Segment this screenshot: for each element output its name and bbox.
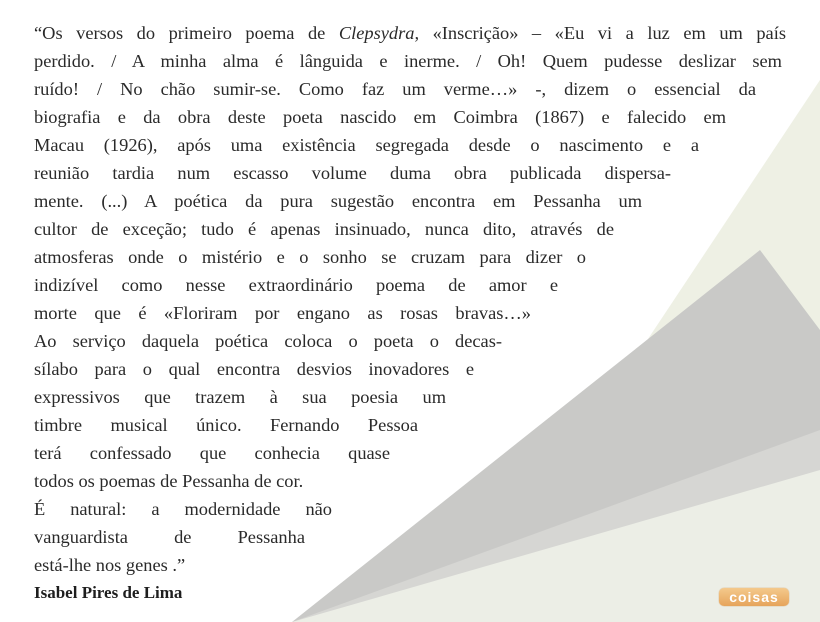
quote-line: está-lhe nos genes .”	[34, 555, 186, 575]
quote-line: expressivos que trazem à sua poesia um	[34, 387, 446, 407]
quote-line: “Os versos do primeiro poema de Clepsydra, «Inscrição» – «Eu vi a luz em um país	[34, 23, 786, 43]
quote-line: timbre musical único. Fernando Pessoa	[34, 415, 418, 435]
coisas-logo: coisas	[719, 588, 789, 606]
quote-line: biografia e da obra deste poeta nascido em Coimbra (1867) e falecido em	[34, 107, 726, 127]
quote-line: atmosferas onde o mistério e o sonho se cruzam para dizer o	[34, 247, 586, 267]
quote-line: vanguardista de Pessanha	[34, 527, 305, 547]
quote-line: Macau (1926), após uma existência segregada desde o nascimento e a	[34, 135, 699, 155]
quote-line: mente. (...) A poética da pura sugestão encontra em Pessanha um	[34, 191, 642, 211]
quote-line: terá confessado que conhecia quase	[34, 443, 390, 463]
quote-line: É natural: a modernidade não	[34, 499, 332, 519]
quote-line: morte que é «Floriram por engano as rosas bravas…»	[34, 303, 531, 323]
quote-line: todos os poemas de Pessanha de cor.	[34, 471, 304, 491]
quote-line: perdido. / A minha alma é lânguida e inerme. / Oh! Quem pudesse deslizar sem	[34, 51, 782, 71]
quote-line: Ao serviço daquela poética coloca o poeta o decas-	[34, 331, 502, 351]
quote-line: ruído! / No chão sumir-se. Como faz um verme…» -, dizem o essencial da	[34, 79, 756, 99]
book-title: Clepsydra,	[338, 23, 420, 43]
quote-line: cultor de exceção; tudo é apenas insinuado, nunca dito, através de	[34, 219, 614, 239]
quote-line: reunião tardia num escasso volume duma obra publicada dispersa-	[34, 163, 671, 183]
quote-line: indizível como nesse extraordinário poema de amor e	[34, 275, 558, 295]
author-signature: Isabel Pires de Lima	[34, 583, 183, 602]
quote-line: sílabo para o qual encontra desvios inovadores e	[34, 359, 474, 379]
